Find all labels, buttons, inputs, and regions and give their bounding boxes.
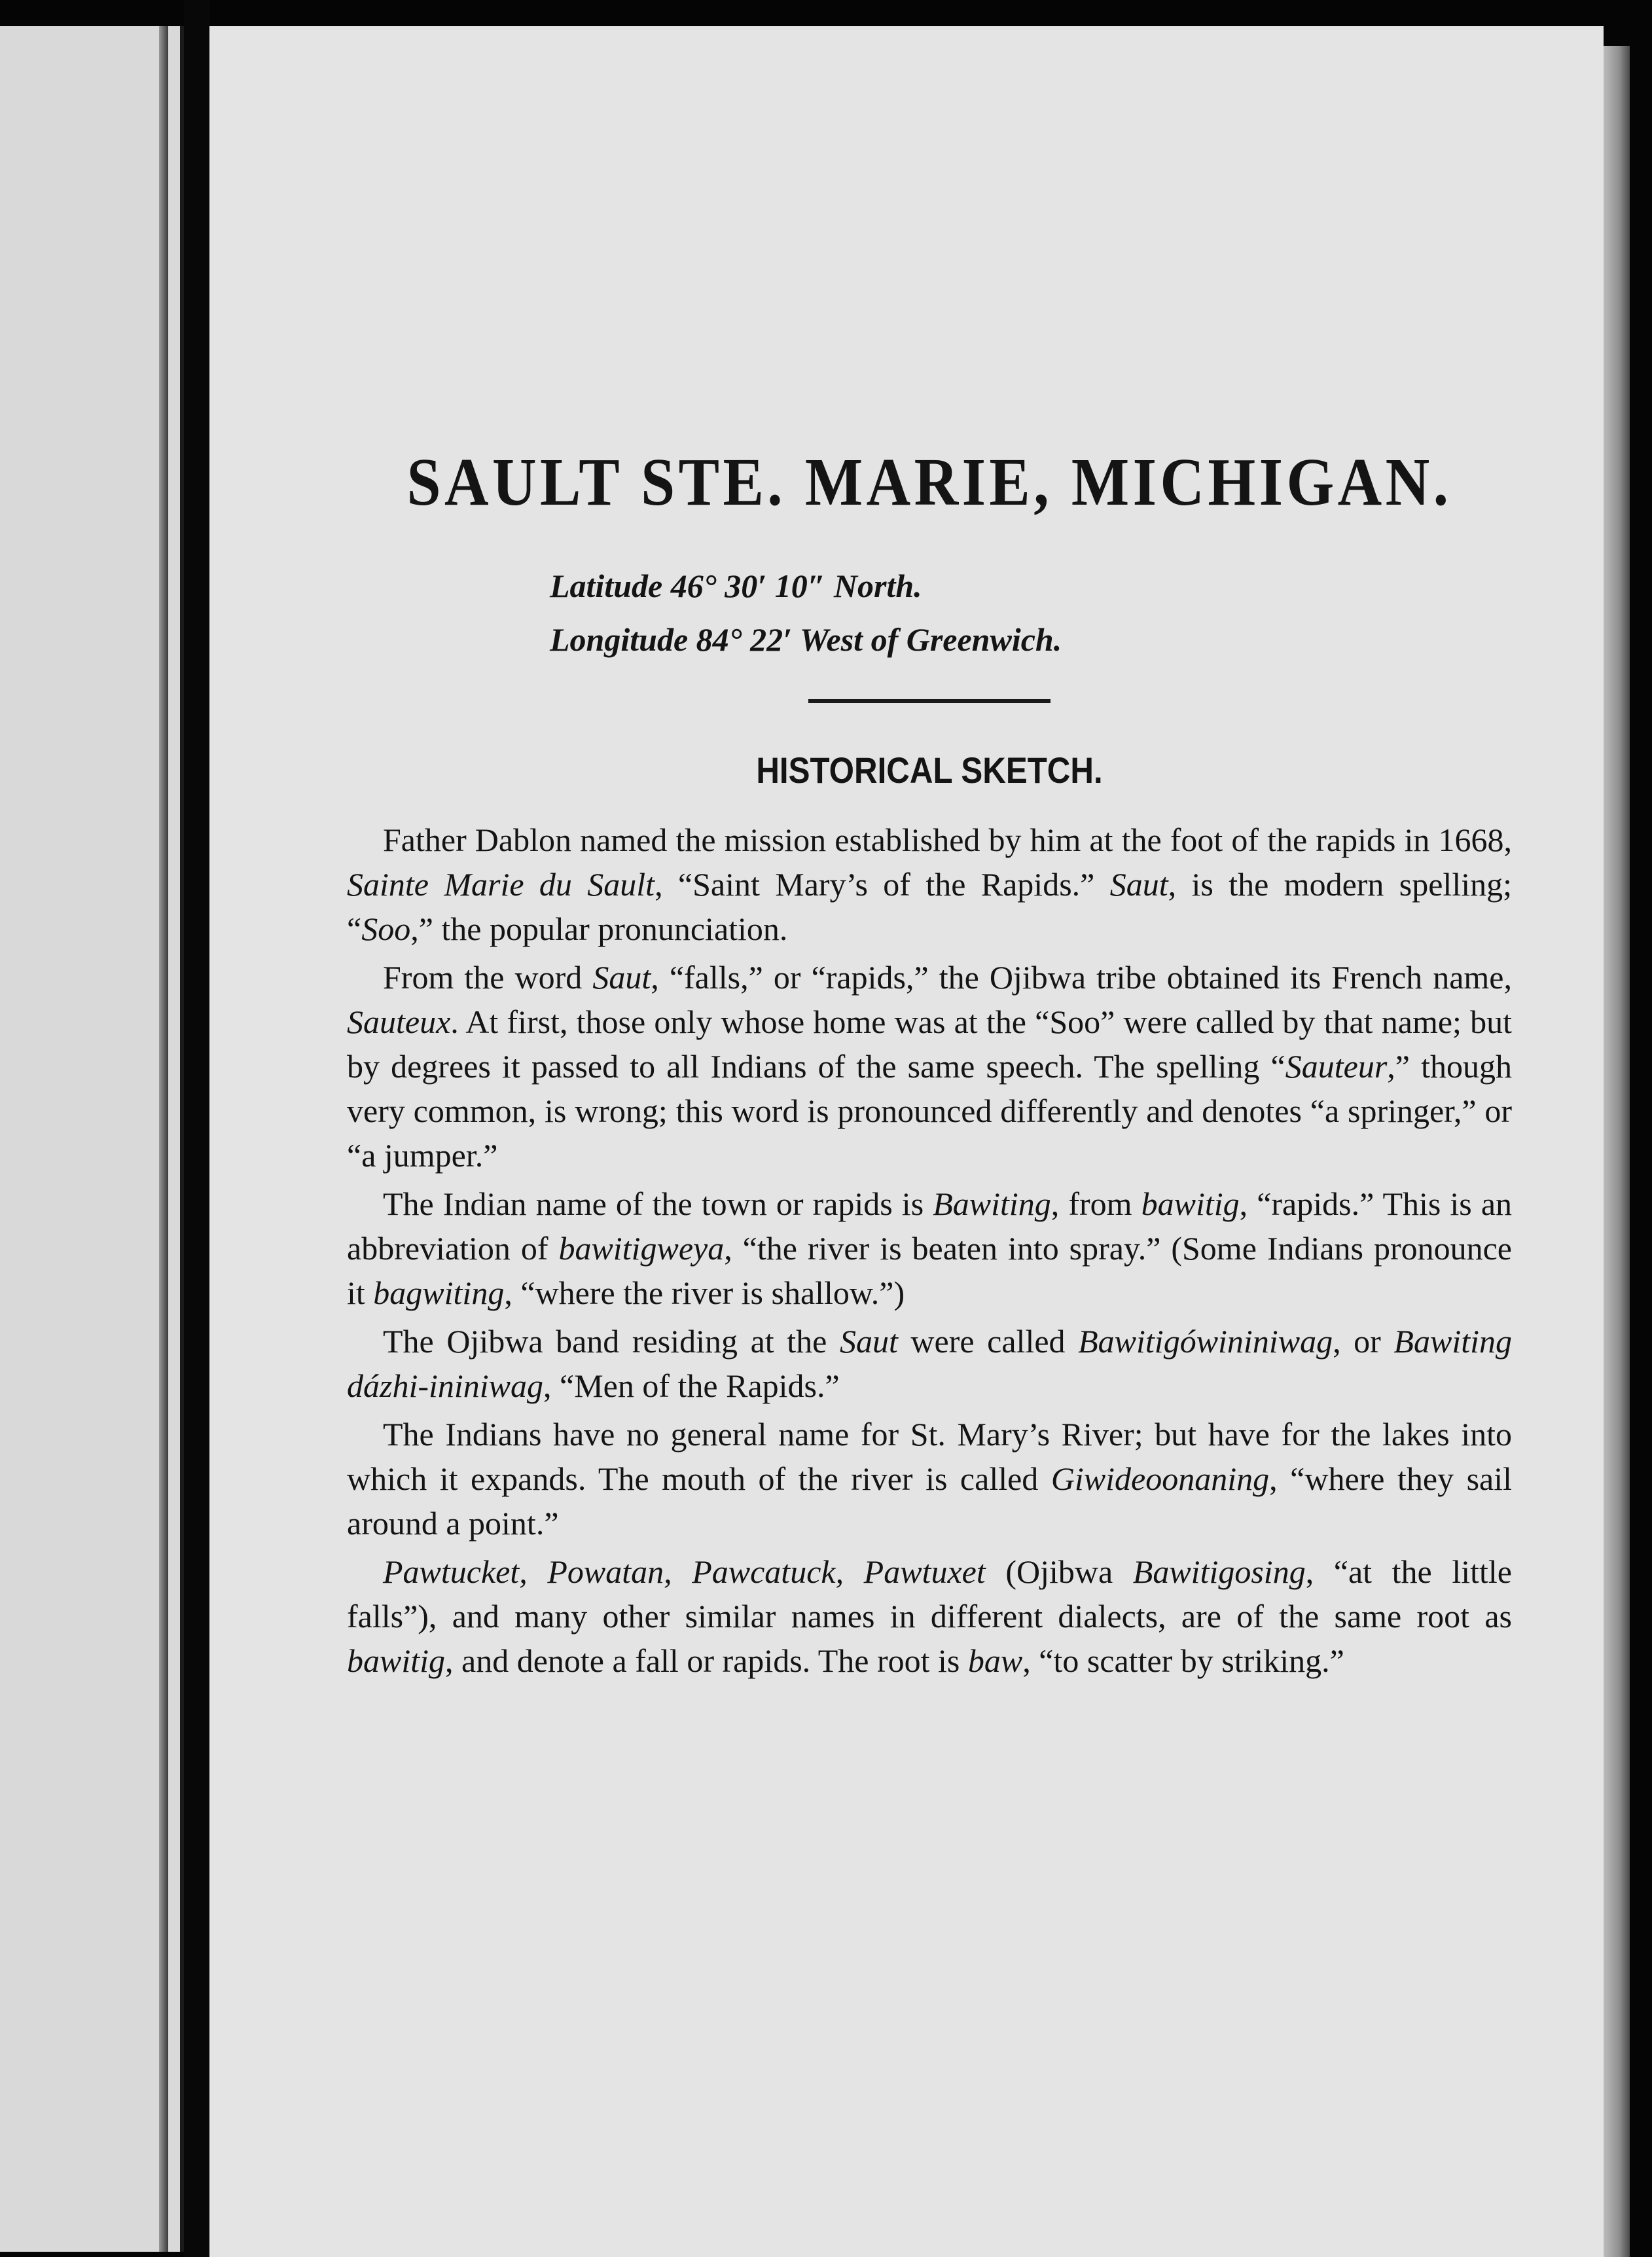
text-run: were called bbox=[897, 1323, 1079, 1360]
italic-term: Pawtucket, Powatan, Pawcatuck, Pawtuxet bbox=[383, 1553, 986, 1591]
italic-term: bawitigweya bbox=[558, 1230, 725, 1267]
italic-term: Bawitigówininiwag bbox=[1078, 1323, 1333, 1360]
italic-term: Giwideoonaning bbox=[1050, 1460, 1270, 1498]
italic-term: bawitig bbox=[1141, 1185, 1240, 1223]
text-run: , “where the river is shallow.”) bbox=[504, 1274, 905, 1312]
paragraph bbox=[340, 955, 1518, 1178]
text-run: , is the modern spelling; “ bbox=[347, 866, 1513, 948]
italic-term: Saut bbox=[839, 1323, 898, 1360]
italic-term: Sainte Marie du Sault bbox=[347, 866, 655, 903]
section-divider bbox=[808, 699, 1050, 703]
text-run: The Indians have no general name for St. Mary’s River; but have for the lakes into which it expands. The mouth of the river is called bbox=[347, 1416, 1512, 1498]
gutter-shadow bbox=[159, 26, 168, 2252]
text-run: (Ojibwa bbox=[985, 1553, 1133, 1591]
italic-term: Saut bbox=[1109, 866, 1168, 903]
text-run: , “the river is beaten into spray.” (Some Indians pronounce it bbox=[347, 1230, 1512, 1312]
italic-term: Bawitigosing bbox=[1132, 1553, 1306, 1591]
text-run: ,” though very common, is wrong; this word is pronounced differently and denotes “a springer,” or “a jumper.” bbox=[347, 1048, 1512, 1174]
italic-term: Sauteur bbox=[1285, 1048, 1388, 1085]
italic-term: Bawiting bbox=[933, 1185, 1051, 1223]
text-run: , or bbox=[1333, 1323, 1394, 1360]
text-run: The Indian name of the town or rapids is bbox=[383, 1185, 933, 1223]
text-run: . At first, those only whose home was at the “Soo” were called by that name; but by degrees it passed to all Indians of the same speech. The spelling “ bbox=[347, 1003, 1512, 1085]
paragraph bbox=[340, 1412, 1518, 1545]
text-run: , “to scatter by striking.” bbox=[1022, 1642, 1344, 1680]
text-run: , and denote a fall or rapids. The root is bbox=[445, 1642, 968, 1680]
longitude-line: Longitude 84° 22′ West of Greenwich. bbox=[550, 621, 1062, 659]
paragraph bbox=[340, 1549, 1518, 1683]
italic-term: Saut bbox=[592, 959, 651, 996]
page-title: SAULT STE. MARIE, MICHIGAN. bbox=[406, 444, 1452, 520]
latitude-line: Latitude 46° 30′ 10″ North. bbox=[550, 568, 922, 605]
italic-term: baw bbox=[967, 1642, 1023, 1680]
page-content bbox=[340, 445, 1518, 1687]
paragraph bbox=[340, 1319, 1518, 1408]
book-spine bbox=[184, 0, 210, 2257]
text-run: Father Dablon named the mission established by him at the foot of the rapids in 1668, bbox=[383, 822, 1512, 859]
text-run: , “falls,” or “rapids,” the Ojibwa tribe obtained its French name, bbox=[651, 959, 1512, 996]
page-edge-shadow bbox=[1604, 46, 1630, 2257]
italic-term: bawitig bbox=[347, 1642, 446, 1680]
italic-term: Bawiting dázhi-ininiwag bbox=[347, 1323, 1512, 1405]
text-run: , “Men of the Rapids.” bbox=[543, 1367, 840, 1405]
text-run: From the word bbox=[383, 959, 593, 996]
text-run: , “at the little falls”), and many other similar names in different dialects, are of the same root as bbox=[347, 1553, 1512, 1635]
italic-term: bagwiting bbox=[373, 1274, 505, 1312]
text-run: , “where they sail around a point.” bbox=[347, 1460, 1513, 1542]
text-run: , from bbox=[1050, 1185, 1141, 1223]
text-run: , “Saint Mary’s of the Rapids.” bbox=[655, 866, 1110, 903]
text-run: ,” the popular pronunciation. bbox=[410, 911, 788, 948]
text-run: The Ojibwa band residing at the bbox=[383, 1323, 840, 1360]
text-run: , “rapids.” This is an abbreviation of bbox=[347, 1185, 1513, 1267]
italic-term: Soo bbox=[361, 911, 411, 948]
italic-term: Sauteux bbox=[347, 1003, 451, 1041]
right-page bbox=[209, 26, 1604, 2257]
section-heading: HISTORICAL SKETCH. bbox=[756, 749, 1103, 791]
paragraph bbox=[340, 818, 1518, 951]
left-page-edge bbox=[0, 26, 184, 2252]
paragraph bbox=[340, 1182, 1518, 1315]
